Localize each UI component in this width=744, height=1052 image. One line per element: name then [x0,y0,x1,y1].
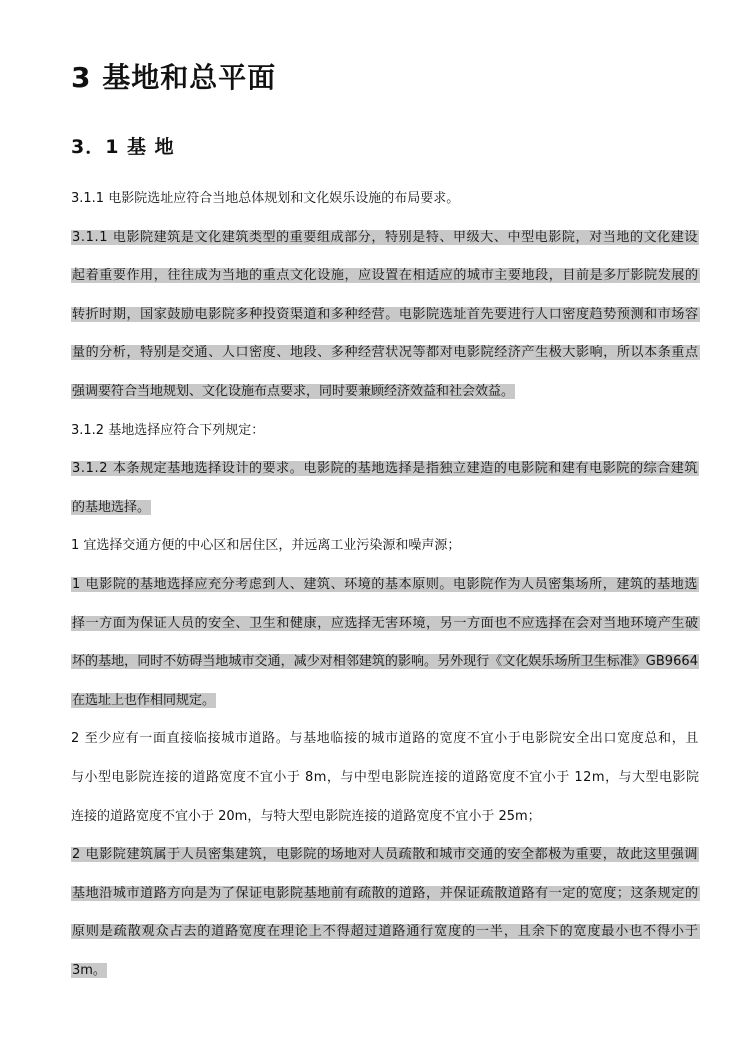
line-text: 2 至少应有一面直接临接城市道路。与基地临接的城市道路的宽度不宜小于电影院安全出口宽度总和，且 [71,731,700,747]
highlighted-text-line [71,615,700,633]
line-text: 与小型电影院连接的道路宽度不宜小于 8m，与中型电影院连接的道路宽度不宜小于 12m，与大型电影院 [71,770,700,785]
highlighted-text-line [71,229,699,247]
line-text: 在选址上也作相同规定。 [72,692,216,708]
line-text: 1 电影院的基地选择应充分考虑到人、建筑、环境的基本原则。电影院作为人员密集场所，建筑的基地选 [72,577,698,592]
line-text: 2 电影院建筑属于人员密集建筑，电影院的场地对人员疏散和城市交通的安全都极为重要，故此这里强调 [72,847,698,863]
line-text: 3.1.2 本条规定基地选择设计的要求。电影院的基地选择是指独立建造的电影院和建有电影院的综合建筑 [72,461,699,477]
text-line [71,730,699,748]
highlighted-text-line [71,885,700,903]
line-text: 3.1.1 电影院建筑是文化建筑类型的重要组成部分，特别是特、甲级大、中型电影院，对当地的文化建设 [72,229,699,245]
highlighted-text-line [71,306,700,324]
text-line [71,769,700,787]
section-title: 3．1 基 地 [71,136,175,158]
line-text: 起着重要作用，往往成为当地的重点文化设施，应设置在相适应的城市主要地段，目前是多厅影院发展的 [72,268,699,284]
highlighted-text-line [71,846,699,864]
highlighted-text-line [71,962,107,980]
text-line [71,190,459,208]
line-text: 坏的基地，同时不妨碍当地城市交通，减少对相邻建筑的影响。另外现行《文化娱乐场所卫生标准》GB9664 [72,654,699,670]
highlighted-text-line [71,923,700,941]
text-line [71,537,460,555]
line-text: 连接的道路宽度不宜小于 20m，与特大型电影院连接的道路宽度不宜小于 25m； [71,808,541,824]
line-text: 强调要符合当地规划、文化设施布点要求，同时要兼顾经济效益和社会效益。 [72,384,515,399]
line-text: 3.1.2 基地选择应符合下列规定： [71,422,265,438]
highlighted-text-line [71,344,700,362]
highlighted-text-line [71,267,700,285]
line-text: 3.1.1 电影院选址应符合当地总体规划和文化娱乐设施的布局要求。 [71,191,460,206]
line-text: 量的分析，特别是交通、人口密度、地段、多种经营状况等都对电影院经济产生极大影响，所以本条重点 [72,345,699,361]
line-text: 转折时期，国家鼓励电影院多种投资渠道和多种经营。电影院选址首先要进行人口密度趋势预测和市场容 [72,306,699,322]
highlighted-text-line [71,576,699,594]
highlighted-text-line [71,460,699,478]
chapter-title: 3 基地和总平面 [71,61,277,94]
highlighted-text-line [71,499,151,517]
line-text: 3m。 [72,963,106,978]
line-text: 1 宜选择交通方便的中心区和居住区，并远离工业污染源和噪声源； [71,538,461,554]
line-text: 原则是疏散观众占去的道路宽度在理论上不得超过道路通行宽度的一半，且余下的宽度最小也不得小于 [72,924,699,940]
text-line [71,422,264,440]
line-text: 基地沿城市道路方向是为了保证电影院基地前有疏散的道路，并保证疏散道路有一定的宽度；这条规定的 [72,885,699,901]
highlighted-text-line [71,692,216,710]
line-text: 的基地选择。 [72,499,151,515]
line-text: 择一方面为保证人员的安全、卫生和健康，应选择无害环境，另一方面也不应选择在会对当地环境产生破 [72,615,699,631]
highlighted-text-line [71,383,515,401]
highlighted-text-line [71,653,699,671]
text-line [71,808,541,826]
